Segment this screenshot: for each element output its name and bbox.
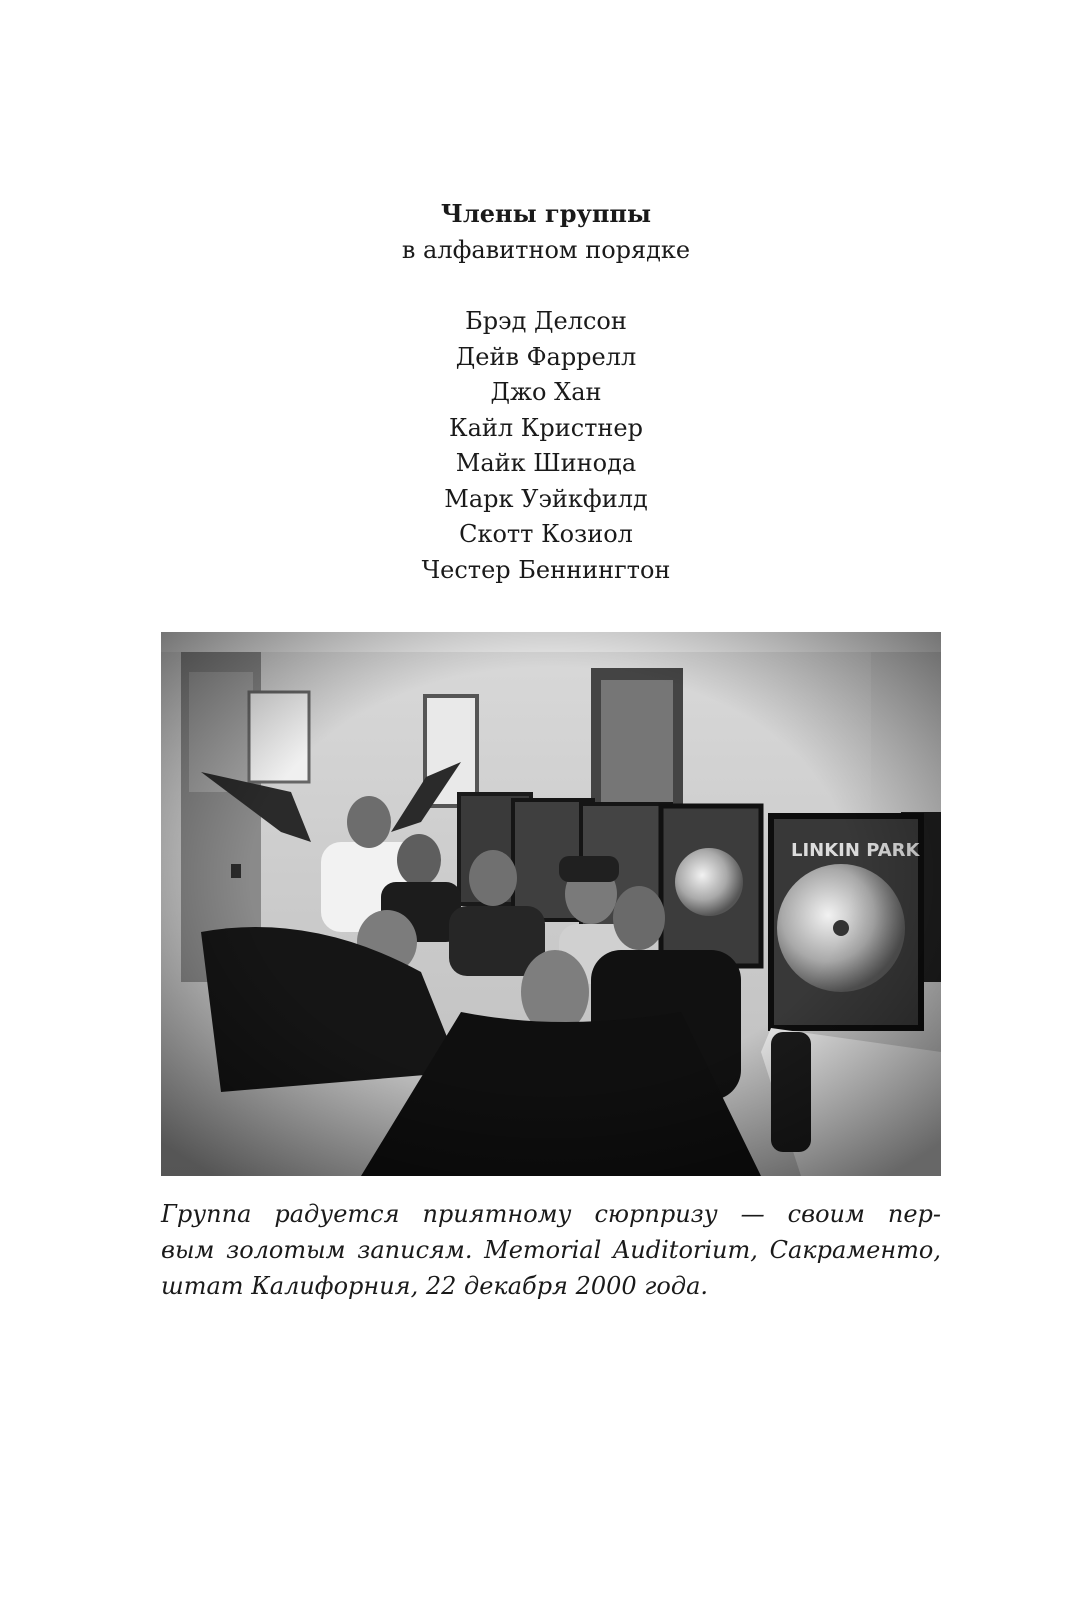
member-name: Честер Беннингтон <box>421 555 671 584</box>
member-name: Кайл Кристнер <box>449 413 643 442</box>
member-name: Марк Уэйкфилд <box>444 484 648 513</box>
member-name: Скотт Козиол <box>459 520 633 548</box>
member-name: Майк Шинода <box>455 449 637 477</box>
band-photo <box>161 632 941 1176</box>
caption-line: Группа радуется приятному сюрпризу — своим пер- <box>161 1200 941 1228</box>
member-name: Дейв Фаррелл <box>455 342 637 371</box>
caption-line: вым золотым записям. Memorial Auditorium, Сакраменто, <box>161 1236 941 1264</box>
member-name: Брэд Делсон <box>465 307 627 335</box>
member-list <box>0 304 1092 588</box>
caption-line: штат Калифорния, 22 декабря 2000 года. <box>161 1272 709 1300</box>
section-subtitle: в алфавитном порядке <box>401 236 691 264</box>
photo-caption <box>161 1196 941 1304</box>
member-name: Джо Хан <box>490 378 602 406</box>
section-title: Члены группы <box>440 199 652 228</box>
